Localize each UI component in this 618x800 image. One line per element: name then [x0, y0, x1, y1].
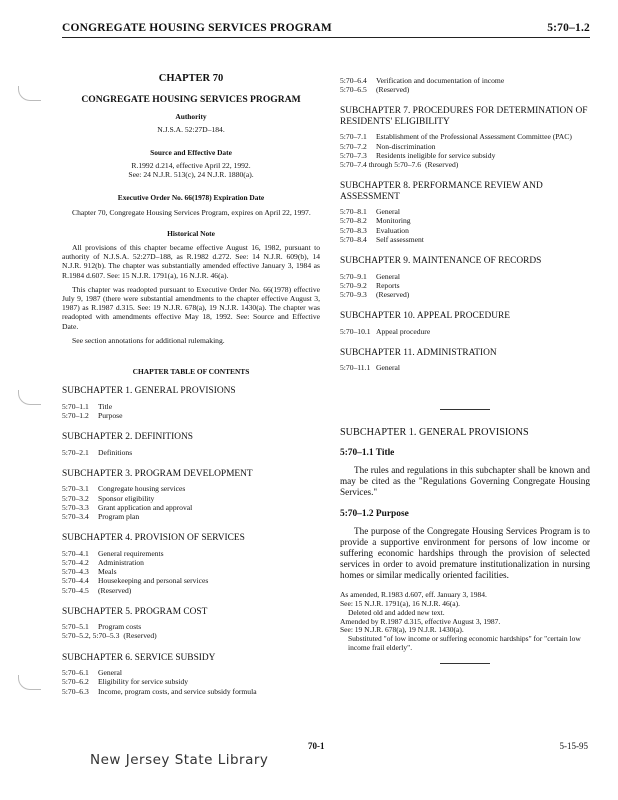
amendment-line: As amended, R.1983 d.607, eff. January 3, 1984. [340, 590, 487, 600]
toc-entry-number: 5:70–6.4 [340, 76, 367, 85]
toc-entry [62, 558, 320, 567]
toc-subchapter-title: SUBCHAPTER 2. DEFINITIONS [62, 432, 193, 443]
toc-entry-title: General requirements [98, 548, 164, 558]
section-divider [440, 663, 490, 664]
toc-entry [340, 85, 590, 94]
toc-entry-number: 5:70–4.4 [62, 576, 89, 586]
toc-subchapter-title: SUBCHAPTER 10. APPEAL PROCEDURE [340, 311, 510, 322]
toc-entry-number: 5:70–9.3 [340, 289, 367, 299]
toc-entry-number: 5:70–8.2 [340, 216, 367, 226]
toc-entry-title: (Reserved) [376, 289, 410, 299]
toc-entry-number: 5:70–7.1 [340, 132, 367, 142]
toc-subchapter [340, 311, 590, 336]
toc-right [340, 76, 590, 373]
toc-entry [62, 494, 320, 503]
toc-entry-title: Program costs [98, 622, 142, 632]
toc-entry [340, 327, 590, 336]
toc-entry-number: 5:70–9.1 [340, 271, 367, 281]
authority-text: N.J.S.A. 52:27D–184. [157, 124, 225, 134]
toc-subchapter-title: SUBCHAPTER 4. PROVISION OF SERVICES [62, 533, 245, 544]
toc-entry-title: Reports [376, 280, 400, 290]
toc-entry-title: Grant application and approval [98, 502, 193, 512]
toc-entry-title: Eligibility for service subsidy [98, 677, 189, 687]
toc-entry [340, 151, 590, 160]
header-rule [62, 37, 590, 38]
running-header-section: 5:70–1.2 [547, 22, 590, 34]
toc-entry-title: Establishment of the Professional Assessment Committee (PAC) [376, 132, 572, 142]
toc-entry-number: 5:70–4.1 [62, 548, 89, 558]
source-heading: Source and Effective Date [150, 147, 232, 157]
toc-entry-number: 5:70–10.1 [340, 326, 371, 336]
toc-entry-title: Verification and documentation of income [376, 76, 505, 85]
toc-entry [340, 363, 590, 372]
toc-subchapter [62, 469, 320, 521]
toc-entry-title: Self assessment [376, 234, 424, 244]
toc-subchapter-title: SUBCHAPTER 3. PROGRAM DEVELOPMENT [62, 468, 253, 479]
toc-entry [62, 687, 320, 696]
source-text: R.1992 d.214, effective April 22, 1992. [131, 161, 251, 171]
historical-note-heading: Historical Note [167, 228, 215, 238]
section-body: The rules and regulations in this subchapter shall be known and may be cited as the "Regulations Governing Congregate Housing Services." [340, 464, 590, 497]
margin-mark [18, 86, 41, 101]
toc-entry [62, 586, 320, 595]
subchapter-heading: SUBCHAPTER 1. GENERAL PROVISIONS [340, 426, 529, 438]
toc-entry-number: 5:70–4.3 [62, 567, 89, 577]
toc-entry [340, 216, 590, 225]
toc-entry-title: Meals [98, 567, 117, 577]
section-divider [440, 409, 490, 410]
toc-subchapter-title: SUBCHAPTER 1. GENERAL PROVISIONS [62, 386, 236, 397]
toc-entry [62, 503, 320, 512]
toc-entry [340, 132, 590, 141]
toc-entry-number: 5:70–7.4 through 5:70–7.6 [340, 160, 421, 170]
toc-entry-title: General [98, 668, 123, 678]
toc-entry [62, 402, 320, 411]
toc-entry-number: 5:70–6.5 [340, 85, 367, 95]
toc-subchapter-title: SUBCHAPTER 7. PROCEDURES FOR DETERMINATION OF RESIDENTS' ELIGIBILITY [340, 106, 588, 127]
amendment-line: Deleted old and added new text. [348, 607, 445, 617]
toc-subchapter [62, 607, 320, 641]
toc-entry-title: General [376, 271, 401, 281]
toc-subchapter [62, 386, 320, 420]
toc-entry-number: 5:70–6.3 [62, 686, 89, 696]
toc-entry-title: Sponsor eligibility [98, 493, 155, 503]
toc-entry [62, 576, 320, 585]
toc-entry-number: 5:70–11.1 [340, 363, 371, 373]
chapter-title: CONGREGATE HOUSING SERVICES PROGRAM [81, 94, 301, 106]
toc-entry-title: Administration [98, 557, 144, 567]
toc-entry-title: (Reserved) [123, 631, 157, 641]
toc-subchapter [340, 76, 590, 94]
amendment-line: Amended by R.1987 d.315, effective August 3, 1987. [340, 616, 501, 626]
toc-entry-title: Residents ineligible for service subsidy [376, 150, 496, 160]
toc-subchapter-title: SUBCHAPTER 11. ADMINISTRATION [340, 347, 497, 358]
toc-entry [340, 272, 590, 281]
toc-entry [340, 76, 590, 85]
toc-entry [62, 411, 320, 420]
toc-entry-number: 5:70–6.2 [62, 677, 89, 687]
toc-entry [62, 512, 320, 521]
toc-entry [340, 142, 590, 151]
toc-entry-number: 5:70–6.1 [62, 668, 89, 678]
toc-subchapter [62, 533, 320, 595]
toc-entry-title: General [376, 363, 401, 373]
toc-subchapter-title: SUBCHAPTER 6. SERVICE SUBSIDY [62, 652, 216, 663]
toc-entry-number: 5:70–3.2 [62, 493, 89, 503]
authority-heading: Authority [175, 112, 207, 122]
toc-subchapter-title: SUBCHAPTER 5. PROGRAM COST [62, 606, 208, 617]
toc-subchapter [340, 348, 590, 373]
toc-subchapter [62, 653, 320, 696]
toc-entry-number: 5:70–7.2 [340, 141, 367, 151]
section-heading: 5:70–1.1 Title [340, 447, 395, 458]
toc-entry-title: General [376, 207, 401, 217]
toc-entry-number: 5:70–3.3 [62, 502, 89, 512]
running-header-title: CONGREGATE HOUSING SERVICES PROGRAM [62, 22, 332, 34]
amendment-notes [340, 591, 590, 653]
source-text: See: 24 N.J.R. 513(c), 24 N.J.R. 1880(a). [128, 170, 254, 180]
section-body: The purpose of the Congregate Housing Services Program is to provide a supportive environment for persons of low income or suffering economic hardships through the provision of selected services in order to avoid premature institutionalization in nursing homes or similar medically oriented facilities. [340, 526, 590, 581]
toc-entry [62, 484, 320, 493]
toc-entry-title: Program plan [98, 511, 140, 521]
amendment-line: See: 15 N.J.R. 1791(a), 16 N.J.R. 46(a). [340, 598, 460, 608]
toc-entry-title: Definitions [98, 447, 133, 457]
toc-entry-title: Appeal procedure [376, 326, 431, 336]
left-column [62, 60, 320, 696]
toc-entry-number: 5:70–2.1 [62, 447, 89, 457]
toc-entry-number: 5:70–3.4 [62, 511, 89, 521]
toc-entry [62, 549, 320, 558]
toc-entry-title: (Reserved) [376, 85, 410, 95]
toc-entry [62, 448, 320, 457]
toc-entry-title: Monitoring [376, 216, 411, 226]
right-column [340, 60, 590, 664]
toc-entry [62, 567, 320, 576]
historical-note-paragraph: All provisions of this chapter became effective August 16, 1982, pursuant to authority of N.J.S.A. 52:27D–188, as R.1982 d.272. See: 14 N.J.R. 609(b), 14 N.J.R. 912(b). The chapter was substantially amended effective January 3, 1984 as R.1984 d.607. See: 15 N.J.R. 1791(a), 16 N.J.R. 46(a). [62, 243, 320, 280]
toc-entry-title: (Reserved) [425, 160, 459, 170]
library-stamp: New Jersey State Library [90, 752, 269, 768]
toc-title: CHAPTER TABLE OF CONTENTS [132, 367, 250, 377]
toc-entry-number: 5:70–4.2 [62, 557, 89, 567]
toc-entry-number: 5:70–3.1 [62, 484, 89, 494]
toc-entry-number: 5:70–1.1 [62, 401, 89, 411]
chapter-number: CHAPTER 70 [158, 73, 224, 84]
toc-entry-number: 5:70–5.1 [62, 622, 89, 632]
toc-entry [62, 668, 320, 677]
toc-entry-title: Income, program costs, and service subsidy formula [98, 686, 257, 696]
historical-note-paragraph: See section annotations for additional rulemaking. [72, 335, 225, 345]
exec-order-heading: Executive Order No. 66(1978) Expiration Date [117, 193, 265, 203]
toc-entry-number: 5:70–7.3 [340, 150, 367, 160]
toc-subchapter-title: SUBCHAPTER 9. MAINTENANCE OF RECORDS [340, 256, 542, 267]
toc-entry-title: Evaluation [376, 225, 409, 235]
amendment-line: See: 19 N.J.R. 678(a), 19 N.J.R. 1430(a). [340, 625, 464, 635]
toc-subchapter-title: SUBCHAPTER 8. PERFORMANCE REVIEW AND ASSESSMENT [340, 181, 543, 202]
page-number: 70-1 [308, 741, 325, 751]
toc-entry-number: 5:70–5.2, 5:70–5.3 [62, 631, 120, 641]
exec-order-text: Chapter 70, Congregate Housing Services Program, expires on April 22, 1997. [72, 207, 311, 217]
toc-entry-number: 5:70–1.2 [62, 410, 89, 420]
toc-entry-number: 5:70–8.4 [340, 234, 367, 244]
toc-entry-number: 5:70–8.3 [340, 225, 367, 235]
margin-mark [18, 390, 41, 405]
toc-entry-title: Housekeeping and personal services [98, 576, 209, 586]
toc-entry [62, 631, 320, 640]
toc-entry [340, 290, 590, 299]
margin-mark [18, 675, 41, 690]
historical-note-paragraph: This chapter was readopted pursuant to Executive Order No. 66(1978) effective July 9, 1987 (there were substantial amendments to the chapter effective August 3, 1987) as R.1987 d.315. See: 19 N.J.R. 678(a), 19 N.J.R. 1430(a). The chapter was readopted with amendments effective May 18, 1992. See: Source and Effective Date. [62, 284, 320, 331]
toc-entry [62, 677, 320, 686]
toc-left [62, 386, 320, 695]
toc-entry-title: Purpose [98, 410, 123, 420]
toc-entry [340, 160, 590, 169]
toc-subchapter [340, 256, 590, 299]
revision-date: 5-15-95 [559, 741, 588, 751]
toc-subchapter [340, 181, 590, 244]
section-heading: 5:70–1.2 Purpose [340, 508, 409, 519]
toc-entry [62, 622, 320, 631]
toc-entry-number: 5:70–9.2 [340, 280, 367, 290]
toc-entry-title: (Reserved) [98, 585, 132, 595]
toc-subchapter [62, 432, 320, 457]
toc-entry [340, 207, 590, 216]
toc-entry-title: Non-discrimination [376, 141, 436, 151]
toc-entry [340, 235, 590, 244]
toc-entry [340, 226, 590, 235]
toc-entry-title: Congregate housing services [98, 484, 186, 494]
amendment-line: Substituted "of low income or suffering economic hardships" for "certain low income frail elderly". [348, 634, 581, 652]
toc-entry-number: 5:70–4.5 [62, 585, 89, 595]
toc-entry-title: Title [98, 401, 113, 411]
toc-subchapter [340, 106, 590, 169]
toc-entry-number: 5:70–8.1 [340, 207, 367, 217]
toc-entry [340, 281, 590, 290]
